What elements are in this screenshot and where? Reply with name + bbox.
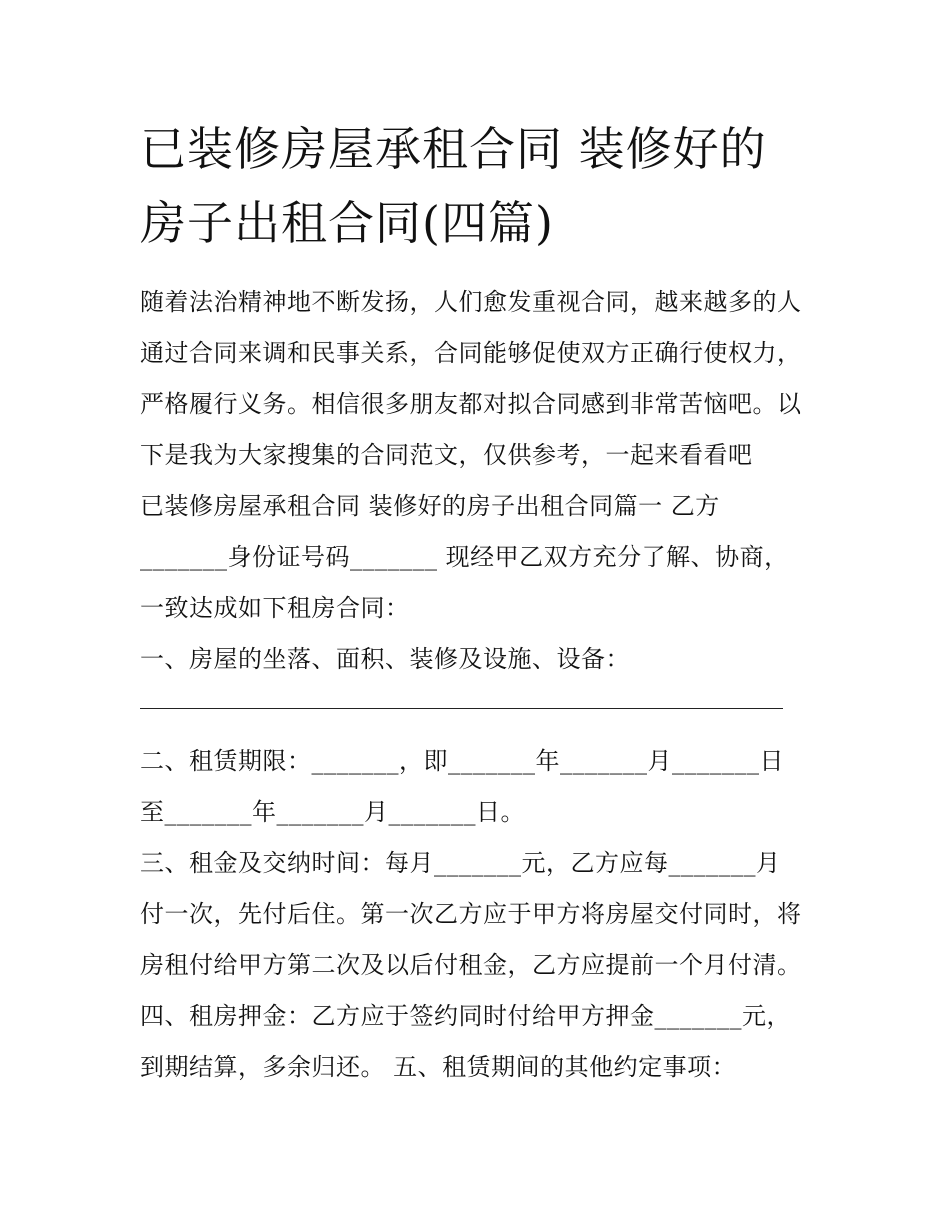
- document-title: [140, 112, 840, 260]
- title-line-1: 已装修房屋承租合同 装修好的: [140, 122, 767, 176]
- paragraph-line: _______身份证号码_______ 现经甲乙双方充分了解、协商，: [140, 543, 789, 571]
- paragraph-line: 四、租房押金：乙方应于签约同时付给甲方押金_______元，: [140, 1002, 791, 1030]
- paragraph-line: 严格履行义务。相信很多朋友都对拟合同感到非常苦恼吧。以: [140, 390, 802, 418]
- paragraph-line: 一、房屋的坐落、面积、装修及设施、设备：: [140, 645, 630, 673]
- paragraph-line: 房租付给甲方第二次及以后付租金，乙方应提前一个月付清。: [140, 951, 802, 979]
- paragraph-line: 已装修房屋承租合同 装修好的房子出租合同篇一 乙方: [140, 492, 720, 520]
- paragraph-line: 付一次，先付后住。第一次乙方应于甲方将房屋交付同时，将: [140, 900, 802, 928]
- paragraph-line: 通过合同来调和民事关系，合同能够促使双方正确行使权力，: [140, 339, 802, 367]
- document-body: [140, 277, 820, 1093]
- fill-in-underline: [140, 708, 783, 709]
- title-line-2: 房子出租合同(四篇): [140, 196, 554, 250]
- blank-fill-line: [140, 685, 820, 736]
- paragraph-line: 一致达成如下租房合同：: [140, 594, 410, 622]
- paragraph-line: 到期结算，多余归还。 五、租赁期间的其他约定事项：: [140, 1053, 737, 1081]
- paragraph-line: 三、租金及交纳时间：每月_______元，乙方应每_______月: [140, 849, 781, 877]
- paragraph-line: 随着法治精神地不断发扬，人们愈发重视合同，越来越多的人: [140, 288, 802, 316]
- paragraph-line: 至_______年_______月_______日。: [140, 798, 525, 826]
- paragraph-line: 下是我为大家搜集的合同范文，仅供参考，一起来看看吧: [140, 441, 753, 469]
- paragraph-line: 二、租赁期限：_______，即_______年_______月_______日: [140, 747, 784, 775]
